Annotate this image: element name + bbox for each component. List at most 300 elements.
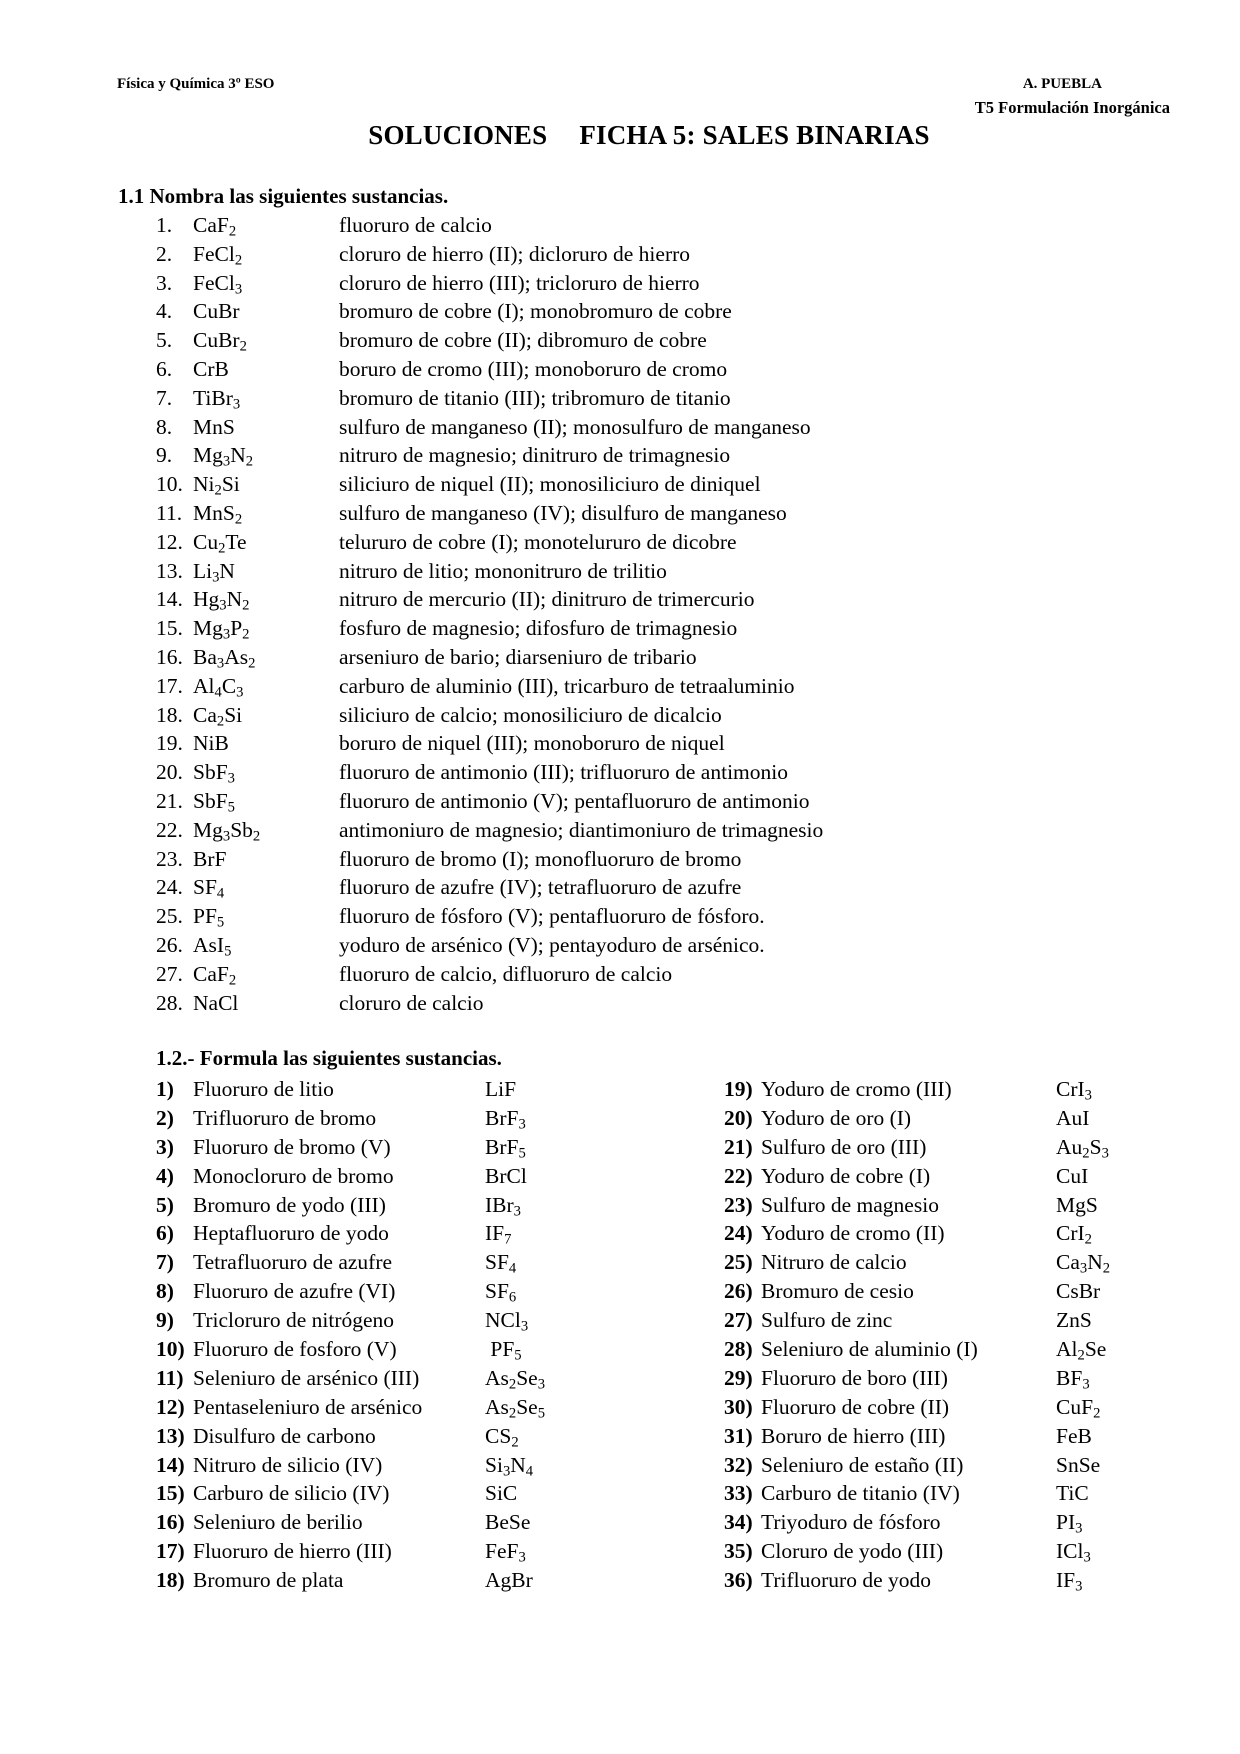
compound-name: bromuro de titanio (III); tribromuro de titanio bbox=[339, 385, 731, 410]
item-number: 36) bbox=[724, 1568, 753, 1593]
list-item bbox=[156, 297, 823, 326]
list-item bbox=[156, 240, 823, 269]
chemical-formula: $Al_4C_3$ bbox=[193, 673, 244, 701]
compound-name: Seleniuro de aluminio (I) bbox=[761, 1337, 978, 1362]
compound-name: arseniuro de bario; diarseniuro de tribario bbox=[339, 644, 697, 669]
subscript: 2 bbox=[234, 511, 243, 528]
item-number: 31) bbox=[724, 1423, 753, 1448]
compound-name: Monocloruro de bromo bbox=[193, 1163, 394, 1188]
compound-name: Tetrafluoruro de azufre bbox=[193, 1250, 393, 1275]
list-item bbox=[724, 1393, 1110, 1422]
item-number: 35) bbox=[724, 1539, 753, 1564]
subscript: 3 bbox=[518, 1549, 526, 1566]
subscript: 2 bbox=[242, 598, 250, 614]
compound-name: Yoduro de cromo (III) bbox=[761, 1077, 952, 1101]
compound-name: Nitruro de calcio bbox=[761, 1250, 907, 1275]
item-number: 12. bbox=[156, 529, 183, 554]
subscript: 4 bbox=[508, 1260, 517, 1277]
list-item bbox=[156, 1162, 545, 1191]
compound-name: cloruro de calcio bbox=[339, 990, 484, 1015]
compound-name: Fluoruro de bromo (V) bbox=[193, 1134, 391, 1159]
subscript: 3 bbox=[1075, 1578, 1083, 1595]
chemical-formula: CuI bbox=[1056, 1163, 1089, 1188]
compound-name: Fluoruro de boro (III) bbox=[761, 1365, 948, 1390]
subscript: 4 bbox=[216, 885, 225, 902]
compound-name: Triyoduro de fósforo bbox=[761, 1510, 941, 1535]
subscript: 2 bbox=[1084, 1232, 1092, 1249]
list-item bbox=[156, 1248, 545, 1277]
chemical-formula: $SF_4$ bbox=[193, 875, 225, 902]
section-2-title: 1.2.- Formula las siguientes sustancias. bbox=[156, 1046, 502, 1070]
subscript: 2 bbox=[239, 338, 247, 355]
list-item bbox=[724, 1277, 1110, 1306]
subscript: 6 bbox=[508, 1289, 517, 1306]
compound-name: nitruro de mercurio (II); dinitruro de trimercurio bbox=[339, 587, 755, 612]
list-item bbox=[724, 1306, 1110, 1335]
chemical-formula: $Cu_2Te$ bbox=[193, 529, 247, 557]
item-number: 33) bbox=[724, 1481, 753, 1506]
subscript: 7 bbox=[504, 1232, 512, 1249]
chemical-formula: FeCl$_3$ bbox=[193, 270, 243, 298]
item-number: 11) bbox=[156, 1365, 184, 1390]
chemical-formula: $SF_6$ bbox=[485, 1279, 517, 1306]
chemical-formula: LiF bbox=[485, 1077, 517, 1101]
subscript: 2 bbox=[228, 223, 237, 240]
compound-name: fluoruro de antimonio (III); trifluoruro de antimonio bbox=[339, 760, 788, 785]
chemical-formula: $Si_3N_4$ bbox=[485, 1452, 534, 1480]
list-item bbox=[724, 1566, 1110, 1595]
item-number: 21. bbox=[156, 788, 183, 813]
chemical-formula: $As_2Se_3$ bbox=[485, 1365, 546, 1393]
subscript: 3 bbox=[1075, 1521, 1083, 1537]
compound-name: Yoduro de oro (I) bbox=[761, 1105, 912, 1130]
compound-name: Carburo de silicio (IV) bbox=[193, 1481, 390, 1506]
item-number: 3. bbox=[156, 270, 173, 295]
list-item bbox=[156, 1364, 545, 1393]
item-number: 10. bbox=[156, 472, 183, 497]
compound-name: nitruro de magnesio; dinitruro de trimagnesio bbox=[339, 443, 731, 468]
chemical-formula: AgBr bbox=[485, 1568, 533, 1593]
chemical-formula: NiB bbox=[193, 731, 229, 756]
item-number: 20. bbox=[156, 760, 183, 785]
compound-name: Nitruro de silicio (IV) bbox=[193, 1452, 383, 1477]
chemical-formula: MnS bbox=[193, 414, 235, 439]
list-item bbox=[724, 1508, 1110, 1537]
list-item bbox=[156, 1335, 545, 1364]
list-item bbox=[724, 1162, 1110, 1191]
item-number: 13) bbox=[156, 1423, 185, 1448]
compound-name: Carburo de titanio (IV) bbox=[761, 1481, 960, 1506]
list-item bbox=[156, 931, 823, 960]
list-item bbox=[156, 1277, 545, 1306]
item-number: 19) bbox=[724, 1077, 753, 1101]
compound-name: Bromuro de plata bbox=[193, 1568, 344, 1593]
item-number: 18) bbox=[156, 1568, 185, 1593]
list-item bbox=[156, 384, 823, 413]
list-item bbox=[156, 557, 823, 586]
title-sheet: FICHA 5: SALES BINARIAS bbox=[579, 120, 930, 150]
chemical-formula: IBr$_3$ bbox=[485, 1192, 521, 1220]
chemical-formula: $Ni_2Si$ bbox=[193, 472, 240, 499]
chemical-formula: NaCl bbox=[193, 990, 239, 1015]
item-number: 12) bbox=[156, 1394, 185, 1419]
chemical-formula: CuF$_2$ bbox=[1056, 1394, 1101, 1422]
compound-name: sulfuro de manganeso (II); monosulfuro de manganeso bbox=[339, 414, 811, 439]
list-item bbox=[156, 441, 823, 470]
item-number: 9) bbox=[156, 1308, 174, 1333]
chemical-formula: TiC bbox=[1056, 1481, 1089, 1506]
list-item bbox=[156, 413, 823, 442]
list-item bbox=[156, 1075, 545, 1104]
list-item bbox=[156, 672, 823, 701]
item-number: 4) bbox=[156, 1163, 174, 1188]
chemical-formula: TiBr$_3$ bbox=[193, 385, 241, 413]
chemical-formula: MgS bbox=[1056, 1192, 1098, 1217]
compound-name: Seleniuro de berilio bbox=[193, 1510, 363, 1535]
subscript: 3 bbox=[222, 626, 231, 643]
subscript: 3 bbox=[236, 684, 244, 701]
list-item bbox=[156, 816, 823, 845]
item-number: 23. bbox=[156, 846, 183, 871]
subscript: 5 bbox=[537, 1405, 546, 1422]
subscript: 5 bbox=[518, 1145, 526, 1162]
item-number: 9. bbox=[156, 443, 173, 468]
list-item bbox=[156, 787, 823, 816]
subscript: 3 bbox=[234, 281, 243, 298]
item-number: 15. bbox=[156, 616, 183, 641]
list-item bbox=[724, 1075, 1110, 1104]
subscript: 3 bbox=[222, 454, 231, 471]
item-number: 29) bbox=[724, 1365, 753, 1390]
item-number: 6) bbox=[156, 1221, 174, 1246]
compound-name: Bromuro de cesio bbox=[761, 1279, 914, 1304]
item-number: 22. bbox=[156, 817, 183, 842]
list-item bbox=[156, 499, 823, 528]
list-item bbox=[156, 1219, 545, 1248]
item-number: 32) bbox=[724, 1452, 753, 1477]
list-item bbox=[156, 729, 823, 758]
list-item bbox=[724, 1537, 1110, 1566]
chemical-formula: FeB bbox=[1056, 1423, 1092, 1448]
subscript: 3 bbox=[1079, 1260, 1088, 1277]
chemical-formula: $As_2Se_5$ bbox=[485, 1394, 546, 1422]
compound-name: Seleniuro de estaño (II) bbox=[761, 1452, 964, 1477]
list-item bbox=[156, 211, 823, 240]
list-item bbox=[156, 1566, 545, 1595]
list-item bbox=[156, 1104, 545, 1133]
subscript: 3 bbox=[216, 655, 225, 672]
chemical-formula: $CS_2$ bbox=[485, 1423, 519, 1451]
compound-name: Disulfuro de carbono bbox=[193, 1423, 376, 1448]
item-number: 30) bbox=[724, 1394, 753, 1419]
chemical-formula: MnS$_2$ bbox=[193, 500, 243, 528]
item-number: 23) bbox=[724, 1192, 753, 1217]
compound-name: fluoruro de fósforo (V); pentafluoruro de fósforo. bbox=[339, 904, 765, 929]
compound-name: nitruro de litio; mononitruro de trilitio bbox=[339, 558, 667, 583]
list-item bbox=[156, 643, 823, 672]
subscript: 2 bbox=[248, 655, 256, 672]
compound-name: siliciuro de niquel (II); monosiliciuro de diniquel bbox=[339, 472, 761, 497]
subscript: 2 bbox=[252, 828, 261, 845]
formula-list-left bbox=[156, 1075, 545, 1595]
item-number: 27. bbox=[156, 961, 183, 986]
list-item bbox=[724, 1451, 1110, 1480]
title-solutions: SOLUCIONES bbox=[368, 120, 548, 150]
item-number: 18. bbox=[156, 702, 183, 727]
chemical-formula: $BF_3$ bbox=[1056, 1365, 1090, 1393]
subscript: 3 bbox=[513, 1203, 521, 1220]
compound-name: fluoruro de bromo (I); monofluoruro de bromo bbox=[339, 846, 742, 871]
compound-name: Trifluoruro de bromo bbox=[193, 1105, 377, 1130]
list-item bbox=[156, 902, 823, 931]
chemical-formula: $Ca_2Si$ bbox=[193, 702, 243, 730]
compound-name: Fluoruro de cobre (II) bbox=[761, 1394, 950, 1419]
chemical-formula: $SF_4$ bbox=[485, 1250, 517, 1277]
list-item bbox=[156, 269, 823, 298]
chemical-formula: AsI$_5$ bbox=[193, 932, 232, 960]
subscript: 3 bbox=[1084, 1087, 1092, 1104]
compound-name: fluoruro de calcio, difluoruro de calcio bbox=[339, 961, 673, 986]
item-number: 2. bbox=[156, 241, 173, 266]
item-number: 16. bbox=[156, 644, 183, 669]
chemical-formula: $Ca_3N_2$ bbox=[1056, 1250, 1111, 1277]
list-item bbox=[156, 1422, 545, 1451]
header-topic: T5 Formulación Inorgánica bbox=[974, 98, 1170, 117]
compound-name: yoduro de arsénico (V); pentayoduro de arsénico. bbox=[339, 932, 765, 957]
item-number: 17. bbox=[156, 673, 183, 698]
chemical-formula: FeCl$_2$ bbox=[193, 241, 243, 269]
item-number: 21) bbox=[724, 1134, 753, 1159]
subscript: 3 bbox=[1083, 1549, 1091, 1566]
subscript: 2 bbox=[1082, 1145, 1090, 1162]
subscript: 3 bbox=[212, 569, 220, 586]
list-item bbox=[724, 1219, 1110, 1248]
subscript: 3 bbox=[520, 1318, 529, 1335]
chemical-formula: BrF$_3$ bbox=[485, 1105, 526, 1133]
compound-name: bromuro de cobre (II); dibromuro de cobre bbox=[339, 328, 707, 353]
compound-name: sulfuro de manganeso (IV); disulfuro de manganeso bbox=[339, 500, 787, 525]
subscript: 2 bbox=[1093, 1405, 1101, 1422]
item-number: 2) bbox=[156, 1105, 174, 1130]
compound-name: Trifluoruro de yodo bbox=[761, 1568, 932, 1593]
item-number: 10) bbox=[156, 1337, 185, 1362]
item-number: 26. bbox=[156, 932, 183, 957]
subscript: 3 bbox=[1082, 1376, 1090, 1393]
item-number: 7) bbox=[156, 1250, 174, 1275]
subscript: 3 bbox=[502, 1463, 511, 1480]
list-item bbox=[156, 1191, 545, 1220]
chemical-formula: CuBr bbox=[193, 299, 240, 324]
chemical-formula: $IF_7$ bbox=[485, 1221, 512, 1249]
list-item bbox=[724, 1479, 1110, 1508]
list-item bbox=[156, 873, 823, 902]
compound-name: Sulfuro de magnesio bbox=[761, 1192, 939, 1217]
compound-name: Cloruro de yodo (III) bbox=[761, 1539, 944, 1564]
list-item bbox=[156, 701, 823, 730]
item-number: 6. bbox=[156, 356, 173, 381]
naming-list bbox=[156, 211, 823, 1017]
subscript: 3 bbox=[1101, 1145, 1109, 1162]
compound-name: Sulfuro de zinc bbox=[761, 1308, 893, 1333]
item-number: 24. bbox=[156, 875, 183, 900]
compound-name: boruro de niquel (III); monoboruro de niquel bbox=[339, 731, 725, 756]
item-number: 5. bbox=[156, 328, 173, 353]
chemical-formula: $Mg_3P_2$ bbox=[193, 616, 250, 643]
list-item bbox=[156, 1508, 545, 1537]
item-number: 34) bbox=[724, 1510, 753, 1535]
list-item bbox=[156, 960, 823, 989]
compound-name: fluoruro de azufre (IV); tetrafluoruro de azufre bbox=[339, 875, 742, 900]
chemical-formula: BrCl bbox=[485, 1163, 527, 1188]
chemical-formula: BrF bbox=[193, 846, 227, 871]
item-number: 25) bbox=[724, 1250, 753, 1275]
chemical-formula: SnSe bbox=[1056, 1452, 1101, 1477]
item-number: 28) bbox=[724, 1337, 753, 1362]
list-item bbox=[724, 1248, 1110, 1277]
subscript: 3 bbox=[219, 598, 227, 614]
subscript: 2 bbox=[242, 626, 250, 643]
subscript: 2 bbox=[216, 713, 225, 730]
list-item bbox=[156, 355, 823, 384]
list-item bbox=[724, 1335, 1110, 1364]
chemical-formula: $Ba_3As_2$ bbox=[193, 644, 256, 672]
subscript: 3 bbox=[518, 1116, 526, 1133]
section-1-title: 1.1 Nombra las siguientes sustancias. bbox=[118, 184, 449, 208]
chemical-formula: BeSe bbox=[485, 1510, 531, 1535]
subscript: 2 bbox=[1077, 1347, 1085, 1364]
chemical-formula: ICl$_3$ bbox=[1056, 1539, 1091, 1566]
chemical-formula: $IF_3$ bbox=[1056, 1568, 1083, 1595]
compound-name: antimoniuro de magnesio; diantimoniuro de trimagnesio bbox=[339, 817, 824, 842]
chemical-formula: CrI$_2$ bbox=[1056, 1221, 1092, 1249]
chemical-formula: BrF$_5$ bbox=[485, 1134, 526, 1162]
subscript: 5 bbox=[224, 943, 232, 960]
item-number: 17) bbox=[156, 1539, 185, 1564]
list-item bbox=[156, 1133, 545, 1162]
chemical-formula: CrB bbox=[193, 356, 229, 381]
compound-name: Seleniuro de arsénico (III) bbox=[193, 1365, 420, 1390]
compound-name: cloruro de hierro (II); dicloruro de hierro bbox=[339, 241, 691, 266]
list-item bbox=[156, 528, 823, 557]
item-number: 7. bbox=[156, 385, 173, 410]
item-number: 14. bbox=[156, 587, 183, 612]
subscript: 2 bbox=[511, 1434, 519, 1451]
header-left: Física y Química 3º ESO bbox=[117, 76, 275, 92]
chemical-formula: FeF$_3$ bbox=[485, 1539, 526, 1566]
compound-name: carburo de aluminio (III), tricarburo de tetraaluminio bbox=[339, 673, 795, 698]
subscript: 5 bbox=[514, 1347, 522, 1364]
item-number: 19. bbox=[156, 731, 183, 756]
subscript: 3 bbox=[232, 396, 241, 413]
compound-name: fluoruro de antimonio (V); pentafluoruro de antimonio bbox=[339, 788, 810, 813]
chemical-formula: $Mg_3N_2$ bbox=[193, 443, 254, 471]
compound-name: Fluoruro de litio bbox=[193, 1077, 334, 1101]
list-item bbox=[156, 1479, 545, 1508]
list-item bbox=[156, 585, 823, 614]
list-item bbox=[156, 1537, 545, 1566]
chemical-formula: $Hg_3N_2$ bbox=[193, 587, 250, 614]
chemical-formula: CrI$_3$ bbox=[1056, 1077, 1092, 1104]
item-number: 1. bbox=[156, 213, 173, 237]
subscript: 3 bbox=[537, 1376, 546, 1393]
item-number: 28. bbox=[156, 990, 183, 1015]
list-item bbox=[156, 989, 823, 1018]
compound-name: Yoduro de cobre (I) bbox=[761, 1163, 931, 1188]
chemical-formula: $PF_5$ bbox=[485, 1337, 522, 1364]
chemical-formula: CuBr$_2$ bbox=[193, 328, 247, 355]
subscript: 3 bbox=[227, 770, 235, 787]
compound-name: cloruro de hierro (III); tricloruro de hierro bbox=[339, 270, 700, 295]
compound-name: Sulfuro de oro (III) bbox=[761, 1134, 927, 1159]
list-item bbox=[156, 1393, 545, 1422]
chemical-formula: $PF_5$ bbox=[193, 904, 225, 931]
chemical-formula: $Mg_3Sb_2$ bbox=[193, 817, 261, 845]
chemical-formula: $Al_2Se$ bbox=[1056, 1337, 1107, 1364]
compound-name: Boruro de hierro (III) bbox=[761, 1423, 946, 1448]
item-number: 8. bbox=[156, 414, 173, 439]
item-number: 4. bbox=[156, 299, 173, 324]
subscript: 5 bbox=[227, 799, 235, 816]
compound-name: Bromuro de yodo (III) bbox=[193, 1192, 386, 1217]
item-number: 3) bbox=[156, 1134, 174, 1159]
compound-name: telururo de cobre (I); monotelururo de dicobre bbox=[339, 529, 737, 554]
compound-name: Yoduro de cromo (II) bbox=[761, 1221, 945, 1246]
subscript: 3 bbox=[222, 828, 231, 845]
compound-name: Tricloruro de nitrógeno bbox=[193, 1308, 395, 1333]
compound-name: bromuro de cobre (I); monobromuro de cobre bbox=[339, 299, 732, 324]
chemical-formula: $Li_3N$ bbox=[193, 558, 235, 586]
item-number: 13. bbox=[156, 558, 183, 583]
item-number: 24) bbox=[724, 1221, 753, 1246]
chemical-formula: AuI bbox=[1056, 1105, 1090, 1130]
list-item bbox=[724, 1191, 1110, 1220]
subscript: 2 bbox=[214, 482, 222, 499]
subscript: 4 bbox=[214, 684, 222, 701]
compound-name: Fluoruro de hierro (III) bbox=[193, 1539, 392, 1564]
subscript: 2 bbox=[508, 1405, 517, 1422]
item-number: 20) bbox=[724, 1105, 753, 1130]
list-item bbox=[724, 1133, 1110, 1162]
compound-name: siliciuro de calcio; monosiliciuro de dicalcio bbox=[339, 702, 722, 727]
item-number: 8) bbox=[156, 1279, 174, 1304]
item-number: 26) bbox=[724, 1279, 753, 1304]
formula-list-right bbox=[724, 1075, 1110, 1595]
chemical-formula: CsBr bbox=[1056, 1279, 1101, 1304]
item-number: 27) bbox=[724, 1308, 753, 1333]
chemical-formula: $PI_3$ bbox=[1056, 1510, 1083, 1537]
chemical-formula: NCl$_3$ bbox=[485, 1308, 529, 1335]
header-author: A. PUEBLA bbox=[1022, 76, 1102, 92]
subscript: 2 bbox=[234, 252, 243, 269]
subscript: 5 bbox=[216, 914, 225, 931]
item-number: 1) bbox=[156, 1077, 174, 1101]
subscript: 2 bbox=[218, 540, 226, 557]
compound-name: Heptafluoruro de yodo bbox=[193, 1221, 389, 1246]
chemical-formula: CaF$_2$ bbox=[193, 213, 237, 240]
subscript: 2 bbox=[245, 454, 254, 471]
list-item bbox=[724, 1422, 1110, 1451]
compound-name: Fluoruro de azufre (VI) bbox=[193, 1279, 396, 1304]
compound-name: boruro de cromo (III); monoboruro de cromo bbox=[339, 356, 728, 381]
list-item bbox=[156, 758, 823, 787]
list-item bbox=[156, 614, 823, 643]
chemical-formula: $Au_2S_3$ bbox=[1056, 1134, 1109, 1162]
subscript: 2 bbox=[228, 972, 237, 989]
item-number: 5) bbox=[156, 1192, 174, 1217]
item-number: 14) bbox=[156, 1452, 185, 1477]
list-item bbox=[724, 1364, 1110, 1393]
chemical-formula: SiC bbox=[485, 1481, 518, 1506]
